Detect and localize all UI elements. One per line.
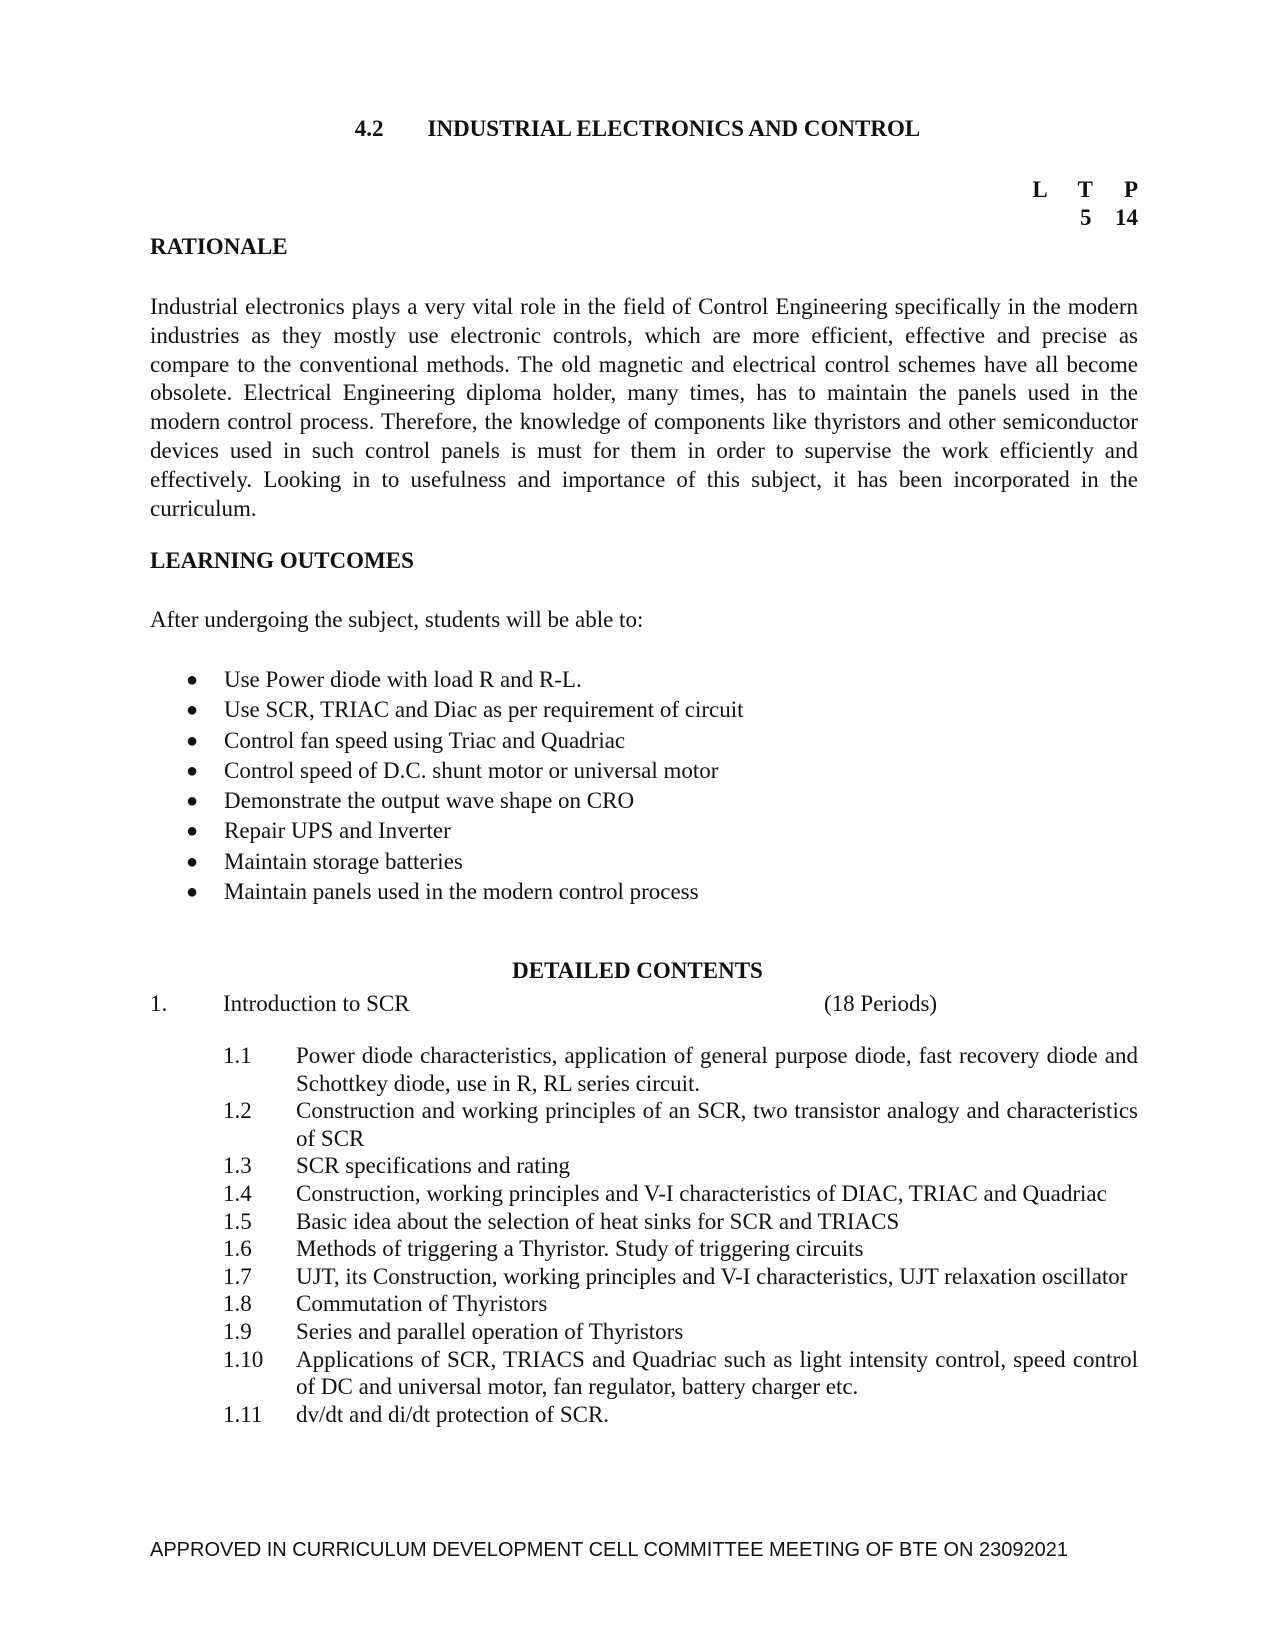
list-item: 1.10 Applications of SCR, TRIACS and Quadriac such as light intensity control, speed control of DC and universal motor, fan regulator, battery charger etc. (223, 1346, 1138, 1400)
list-item: 1.9 Series and parallel operation of Thyristors (223, 1318, 684, 1344)
rationale-heading: RATIONALE (150, 234, 288, 259)
ltp-header: L T P (1032, 177, 1138, 202)
learning-outcomes-intro: After undergoing the subject, students will be able to: (150, 607, 644, 632)
rationale-text: Industrial electronics plays a very vital role in the field of Control Engineering specifically in the modern industries as they mostly use electronic controls, which are more efficient, effective and precise as compare to the conventional methods. The old magnetic and electrical control schemes have all become obsolete. Electrical Engineering diploma holder, many times, has to maintain the panels used in the modern control process. Therefore, the knowledge of components like thyristors and other semiconductor devices used in such control panels is must for them in order to supervise the work efficiently and effectively. Looking in to usefulness and importance of this subject, it has been incorporated in the curriculum. (150, 294, 1138, 521)
unit-number: 1. (150, 991, 168, 1016)
list-item: ● Demonstrate the output wave shape on CRO (150, 786, 744, 816)
unit-title: Introduction to SCR (223, 991, 410, 1016)
list-item: 1.1 Power diode characteristics, application of general purpose diode, fast recovery diode and Schottkey diode, use in R, RL series circuit. (223, 1043, 1138, 1096)
list-item: 1.4 Construction, working principles and V-I characteristics of DIAC, TRIAC and Quadriac (223, 1180, 1107, 1206)
detailed-contents-heading: DETAILED CONTENTS (512, 958, 763, 983)
list-item: 1.2 Construction and working principles of an SCR, two transistor analogy and characteristics of SCR (223, 1098, 1138, 1151)
list-item: 1.3 SCR specifications and rating (223, 1153, 571, 1179)
list-item: ● Use Power diode with load R and R-L. (150, 665, 744, 695)
list-item: 1.11 dv/dt and di/dt protection of SCR. (223, 1401, 610, 1427)
learning-outcomes-heading: LEARNING OUTCOMES (150, 548, 414, 573)
bullet-icon: ● (186, 699, 199, 722)
list-item: 1.8 Commutation of Thyristors (223, 1291, 548, 1317)
page-title (0, 116, 1275, 142)
section-number: 4.2 (354, 116, 384, 141)
footer-approval-note: APPROVED IN CURRICULUM DEVELOPMENT CELL COMMITTEE MEETING OF BTE ON 23092021 (150, 1539, 1068, 1561)
topic-list (223, 1042, 1138, 1428)
list-item: ● Use SCR, TRIAC and Diac as per requirement of circuit (150, 695, 744, 725)
section-title: INDUSTRIAL ELECTRONICS AND CONTROL (427, 116, 921, 141)
bullet-icon: ● (186, 759, 199, 782)
ltp-values: 5 14 (1080, 205, 1138, 230)
list-item: 1.6 Methods of triggering a Thyristor. Study of triggering circuits (223, 1236, 864, 1262)
list-item: 1.7 UJT, its Construction, working principles and V-I characteristics, UJT relaxation oscillator (223, 1263, 1128, 1289)
bullet-icon: ● (186, 850, 199, 873)
list-item: ● Repair UPS and Inverter (150, 816, 744, 846)
bullet-icon: ● (186, 790, 199, 813)
list-item: ● Maintain storage batteries (150, 847, 744, 877)
list-item: ● Control speed of D.C. shunt motor or universal motor (150, 756, 744, 786)
learning-outcomes-list (150, 665, 744, 907)
bullet-icon: ● (186, 669, 199, 691)
list-item: ● Maintain panels used in the modern control process (150, 877, 744, 907)
list-item: 1.5 Basic idea about the selection of heat sinks for SCR and TRIACS (223, 1208, 900, 1234)
bullet-icon: ● (186, 820, 199, 843)
unit-periods: (18 Periods) (824, 991, 938, 1016)
list-item: ● Control fan speed using Triac and Quadriac (150, 726, 744, 756)
bullet-icon: ● (186, 729, 199, 752)
bullet-icon: ● (186, 881, 199, 904)
